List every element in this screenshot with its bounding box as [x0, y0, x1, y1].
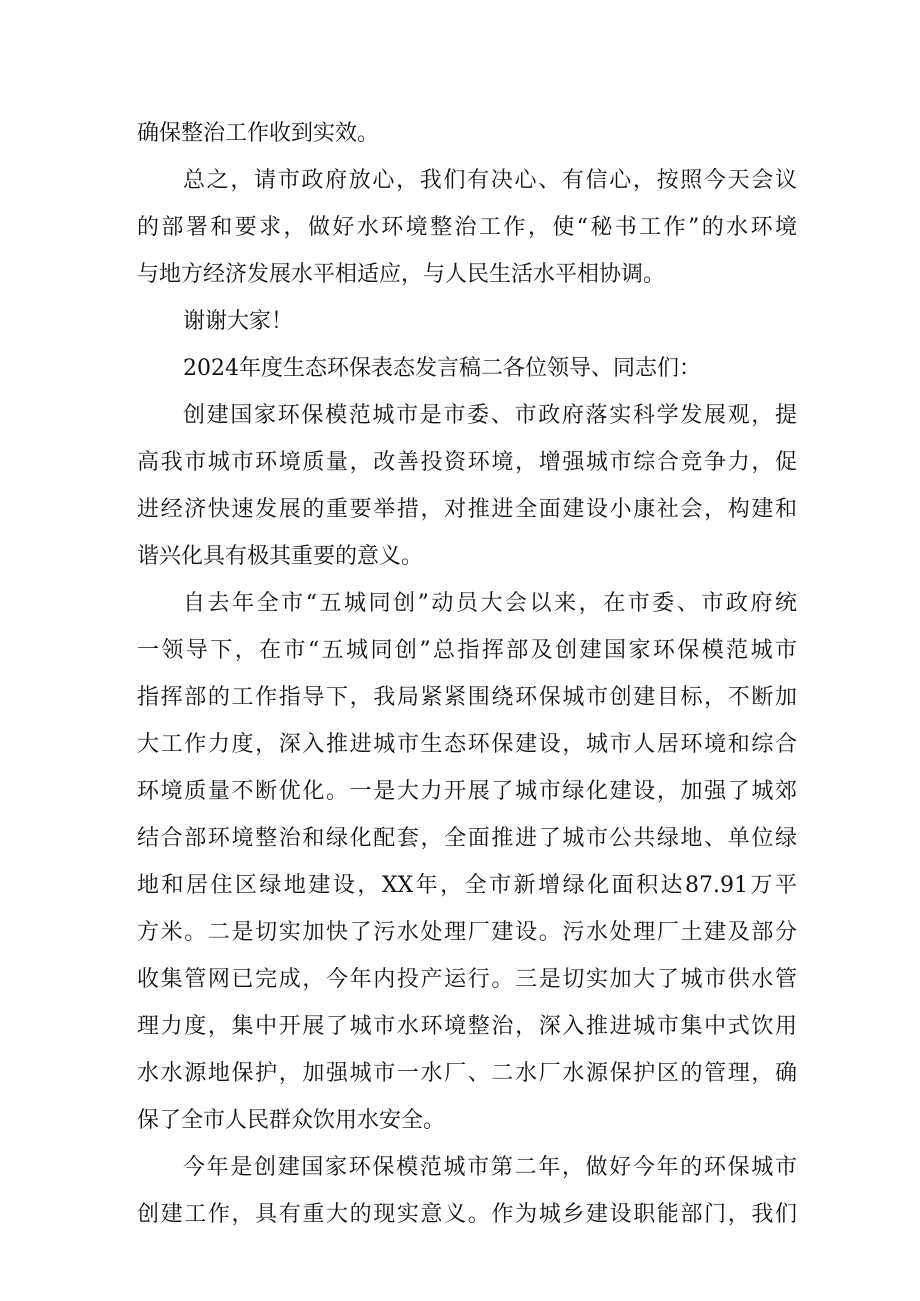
text-line: 理力度，集中开展了城市水环境整治，深入推进城市集中式饮用 [137, 1014, 797, 1039]
text-line: 结合部环境整治和绿化配套，全面推进了城市公共绿地、单位绿 [137, 826, 797, 851]
text-line: 水水源地保护，加强城市一水厂、二水厂水源保护区的管理，确 [137, 1061, 797, 1086]
text-line: 总之，请市政府放心，我们有决心、有信心，按照今天会议 [183, 168, 797, 193]
text-line: 谐兴化具有极其重要的意义。 [137, 544, 424, 569]
text-line: 地和居住区绿地建设，XX年，全市新增绿化面积达87.91万平 [137, 873, 797, 898]
text-line: 一领导下，在市“五城同创”总指挥部及创建国家环保模范城市 [137, 638, 797, 663]
text-line: 2024年度生态环保表态发言稿二各位领导、同志们： [183, 356, 701, 381]
text-line: 环境质量不断优化。一是大力开展了城市绿化建设，加强了城郊 [137, 779, 797, 804]
text-line: 确保整治工作收到实效。 [137, 121, 380, 146]
text-line: 创建国家环保模范城市是市委、市政府落实科学发展观，提 [183, 403, 797, 428]
text-line: 收集管网已完成，今年内投产运行。三是切实加大了城市供水管 [137, 967, 797, 992]
text-line: 的部署和要求，做好水环境整治工作，使“秘书工作”的水环境 [137, 215, 797, 240]
text-line: 谢谢大家！ [183, 309, 294, 334]
text-line: 高我市城市环境质量，改善投资环境，增强城市综合竞争力，促 [137, 450, 797, 475]
text-line: 创建工作，具有重大的现实意义。作为城乡建设职能部门，我们 [137, 1202, 797, 1227]
text-line: 今年是创建国家环保模范城市第二年，做好今年的环保城市 [183, 1155, 797, 1180]
text-line: 方米。二是切实加快了污水处理厂建设。污水处理厂土建及部分 [137, 920, 797, 945]
text-line: 大工作力度，深入推进城市生态环保建设，城市人居环境和综合 [137, 732, 797, 757]
text-line: 与地方经济发展水平相适应，与人民生活水平相协调。 [137, 262, 666, 287]
text-line: 自去年全市“五城同创”动员大会以来，在市委、市政府统 [183, 591, 797, 616]
text-line: 进经济快速发展的重要举措，对推进全面建设小康社会，构建和 [137, 497, 797, 522]
text-line: 指挥部的工作指导下，我局紧紧围绕环保城市创建目标，不断加 [137, 685, 797, 710]
document-page [137, 110, 797, 1238]
text-line: 保了全市人民群众饮用水安全。 [137, 1108, 446, 1133]
